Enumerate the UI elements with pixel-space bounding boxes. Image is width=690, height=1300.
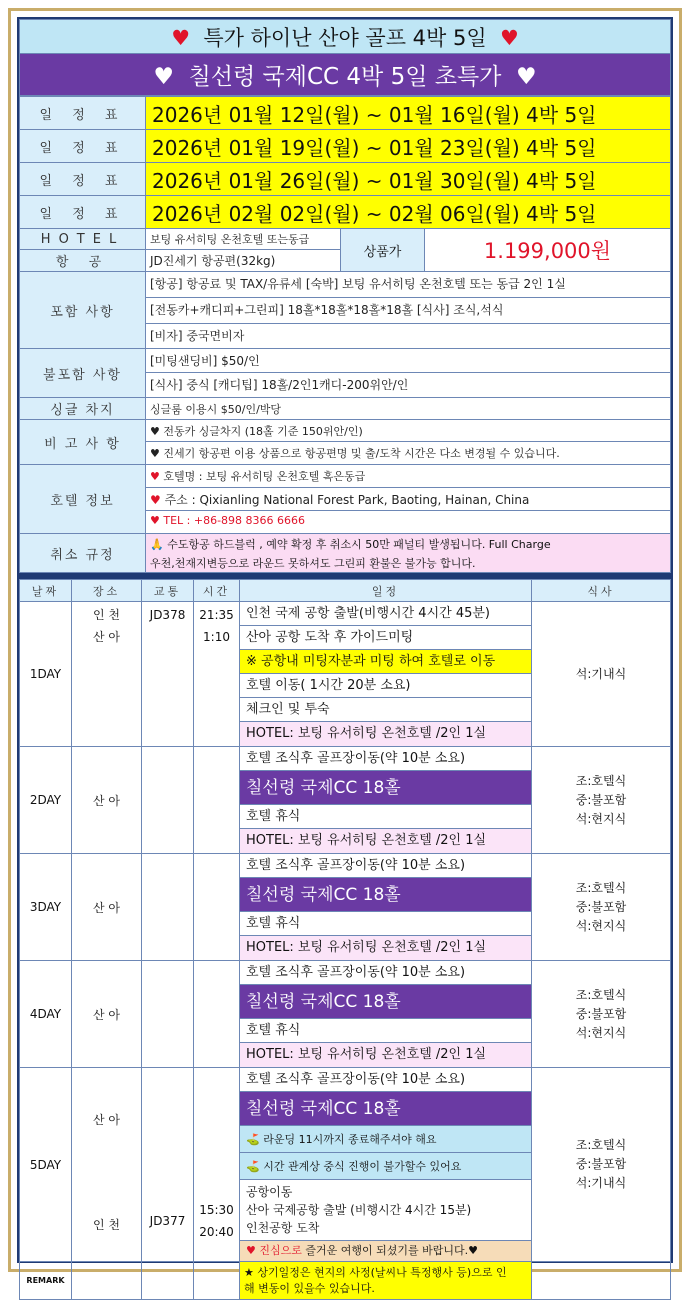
price-value: 1.199,000원: [425, 229, 671, 272]
meals: [532, 854, 671, 961]
golf-row: 칠선령 국제CC 18홀: [240, 1092, 531, 1126]
hotelinfo-text: 주소 : Qixianling National Forest Park, Baoting, Hainan, China: [164, 493, 530, 507]
remark-list: [146, 420, 671, 465]
info-table: [19, 96, 671, 573]
meals: [532, 747, 671, 854]
hotelinfo-list: [146, 465, 671, 534]
schedule-row: 인천 국제 공항 출발(비행시간 4시간 45분): [240, 602, 531, 626]
hotelinfo-text: 호텔명 : 보팅 유서히팅 온천호텔 혹은동급: [163, 470, 366, 483]
single-label: 싱글 차지: [20, 398, 146, 420]
heart-icon: ♥: [246, 1244, 256, 1257]
sub-title-text: 칠선령 국제CC 4박 5일 초특가: [188, 64, 502, 90]
hotelinfo-text: TEL : +86-898 8366 6666: [163, 514, 306, 527]
schedule-row: 호텔 조식후 골프장이동(약 10분 소요): [240, 1068, 531, 1092]
time-empty: [194, 747, 240, 854]
transport: JD378: [142, 602, 194, 747]
air-value: JD진세기 항공편(32kg): [146, 250, 341, 272]
hotel-row: HOTEL: 보팅 유서히팅 온천호텔 /2인 1실: [240, 722, 531, 746]
schedule-line: 공항이동: [246, 1185, 293, 1199]
day-label: 3DAY: [20, 854, 72, 961]
meal: 석:기내식: [532, 602, 671, 747]
hotelinfo-label: 호텔 정보: [20, 465, 146, 534]
place: 산 아: [72, 747, 142, 854]
notice-row: [240, 1153, 531, 1180]
schedule-row: 호텔 휴식: [240, 805, 531, 829]
transport-cell: [142, 1068, 194, 1262]
time-empty: [194, 961, 240, 1068]
exclude-line: [식사] 중식 [캐디팁] 18홀/2인1캐디-200위안/인: [150, 378, 409, 392]
remark-empty: [532, 1262, 671, 1300]
col-time: 시간: [194, 580, 240, 602]
col-date: 날짜: [20, 580, 72, 602]
heart-icon: ♥: [171, 25, 191, 50]
meal-breakfast: 조:호텔식: [575, 987, 627, 1002]
schedule-row: ※ 공항내 미팅자분과 미팅 하여 호텔로 이동: [240, 650, 531, 674]
main-title: [20, 20, 671, 54]
time-empty: [194, 854, 240, 961]
sub-title: [20, 54, 671, 96]
schedule-row: 호텔 조식후 골프장이동(약 10분 소요): [240, 747, 531, 771]
remark-text: 진세기 항공편 이용 상품으로 항공편명 및 출/도착 시간은 다소 변경될 수 있습니다.: [163, 447, 560, 460]
day-schedule: [240, 602, 532, 747]
schedule-row: 호텔 휴식: [240, 912, 531, 936]
transport-empty: [142, 961, 194, 1068]
place: 산 아: [72, 961, 142, 1068]
day-places: [72, 602, 142, 747]
place: 산 아: [72, 854, 142, 961]
include-line: [항공] 항공료 및 TAX/유류세 [숙박] 보팅 유서히팅 온천호텔 또는 동급 2인 1실: [146, 272, 670, 298]
include-line: [비자] 중국면비자: [150, 329, 245, 343]
header-table: [19, 19, 671, 96]
transport-empty: [142, 747, 194, 854]
day-schedule: [240, 854, 532, 961]
schedule-row: 호텔 이동( 1시간 20분 소요): [240, 674, 531, 698]
remark-label: 비 고 사 항: [20, 420, 146, 465]
col-place: 장소: [72, 580, 142, 602]
day-label: 4DAY: [20, 961, 72, 1068]
heart-icon: ♥: [150, 470, 160, 483]
schedule-date: 2026년 01월 26일(월) ~ 01월 30일(월) 4박 5일: [146, 163, 671, 196]
golf-row: 칠선령 국제CC 18홀: [240, 985, 531, 1019]
schedule-line: 인천공항 도착: [246, 1221, 320, 1235]
day-label: 2DAY: [20, 747, 72, 854]
schedule-label: 일 정 표: [20, 196, 146, 229]
schedule-date: 2026년 01월 19일(월) ~ 01월 23일(월) 4박 5일: [146, 130, 671, 163]
meal-dinner: 석:기내식: [575, 1176, 627, 1190]
notice-row: [240, 1126, 531, 1153]
col-meal: 식사: [532, 580, 671, 602]
col-transport: 교통: [142, 580, 194, 602]
meal-breakfast: 조:호텔식: [575, 773, 627, 788]
exclude-label: 불포함 사항: [20, 349, 146, 398]
place: 인 천: [93, 608, 120, 622]
schedule-label: 일 정 표: [20, 97, 146, 130]
page-frame: [8, 8, 682, 1295]
schedule-row: 산아 공항 도착 후 가이드미팅: [240, 626, 531, 650]
day-times: [194, 602, 240, 747]
cancel-text: 수도항공 하드블럭 , 예약 확정 후 취소시 50만 패널티 발생됩니다. Full Charge: [167, 538, 551, 551]
schedule-label: 일 정 표: [20, 130, 146, 163]
notice-text: 시간 관계상 중식 진행이 불가할수 있어요: [263, 1160, 462, 1173]
time: 21:35: [199, 608, 234, 622]
day-schedule: [240, 747, 532, 854]
departure-block: [240, 1180, 531, 1241]
cancel-line: [146, 534, 670, 553]
golf-row: 칠선령 국제CC 18홀: [240, 771, 531, 805]
include-list: [146, 272, 671, 349]
price-label: 상품가: [341, 229, 425, 272]
include-line: [전동카+캐디피+그린피] 18홀*18홀*18홀*18홀 [식사] 조식,석식: [146, 298, 670, 324]
hotel-row: HOTEL: 보팅 유서히팅 온천호텔 /2인 1실: [240, 936, 531, 960]
schedule-row: 호텔 휴식: [240, 1019, 531, 1043]
meal-breakfast: 조:호텔식: [575, 880, 627, 895]
heart-icon: ♥: [516, 64, 537, 90]
golfer-icon: ⛳: [246, 1160, 260, 1173]
meals: [532, 1068, 671, 1262]
itinerary-table: [19, 579, 671, 1300]
farewell-text: 즐거운 여행이 되셨기를 바랍니다.: [305, 1244, 469, 1257]
meal-dinner: 석:현지식: [575, 811, 627, 826]
heart-icon: ♥: [150, 514, 160, 527]
day-schedule: [240, 1068, 532, 1262]
remark-empty: [194, 1262, 240, 1300]
heart-icon: ♥: [468, 1244, 479, 1257]
hotel-label: HOTEL: [20, 229, 146, 250]
day-places: [72, 1068, 142, 1262]
heart-icon: ♥: [150, 447, 160, 460]
time: 1:10: [203, 630, 230, 644]
place: 인 천: [93, 1217, 120, 1232]
air-label: 항 공: [20, 250, 146, 272]
meal-dinner: 석:현지식: [575, 1025, 627, 1040]
hotelinfo-line: [146, 488, 670, 511]
heart-icon: ♥: [499, 25, 519, 50]
schedule-row: 체크인 및 투숙: [240, 698, 531, 722]
prayer-hands-icon: 🙏: [150, 538, 164, 551]
hotel-row: HOTEL: 보팅 유서히팅 온천호텔 /2인 1실: [240, 829, 531, 853]
golf-row: 칠선령 국제CC 18홀: [240, 878, 531, 912]
schedule-date: 2026년 01월 12일(월) ~ 01월 16일(월) 4박 5일: [146, 97, 671, 130]
cancel-list: [146, 534, 671, 573]
farewell-prefix: 진심으로: [259, 1244, 302, 1257]
schedule-label: 일 정 표: [20, 163, 146, 196]
meal-breakfast: 조:호텔식: [575, 1138, 627, 1152]
remark-empty: [142, 1262, 194, 1300]
transport: JD377: [149, 1213, 186, 1228]
place: 산 아: [93, 630, 120, 644]
schedule-line: 산아 국제공항 출발 (비행시간 4시간 15분): [246, 1203, 472, 1217]
remark-line: [146, 420, 670, 442]
heart-icon: ♥: [153, 64, 174, 90]
day-schedule: [240, 961, 532, 1068]
meals: [532, 961, 671, 1068]
time: 20:40: [199, 1224, 234, 1239]
col-schedule: 일정: [240, 580, 532, 602]
day-times: [194, 1068, 240, 1262]
notice-text: 라운딩 11시까지 종료해주셔야 해요: [263, 1133, 437, 1146]
meal-dinner: 석:현지식: [575, 918, 627, 933]
main-title-text: 특가 하이난 산야 골프 4박 5일: [203, 25, 487, 50]
place: 산 아: [93, 1112, 120, 1127]
hotelinfo-line: [146, 511, 670, 533]
meal-lunch: 중:불포함: [575, 1157, 627, 1171]
remark-note-line: ★ 상기일정은 현지의 사정(날씨나 특정행사 등)으로 인: [244, 1265, 507, 1279]
day-label: 1DAY: [20, 602, 72, 747]
meal-lunch: 중:불포함: [575, 899, 627, 914]
remark-line: [146, 442, 670, 464]
hotel-row: HOTEL: 보팅 유서히팅 온천호텔 /2인 1실: [240, 1043, 531, 1067]
schedule-date: 2026년 02월 02일(월) ~ 02월 06일(월) 4박 5일: [146, 196, 671, 229]
exclude-list: [146, 349, 671, 398]
day-label: 5DAY: [20, 1068, 72, 1262]
remark-text: 전동카 싱글차지 (18홀 기준 150위안/인): [163, 425, 363, 438]
hotelinfo-line: [146, 465, 670, 488]
remark-label: REMARK: [20, 1262, 72, 1300]
golfer-icon: ⛳: [246, 1133, 260, 1146]
cancel-line: 우천,천재지변등으로 라운드 못하셔도 그린피 환불은 불가능 합니다.: [150, 557, 476, 570]
remark-note-line: 해 변동이 있을수 있습니다.: [244, 1281, 375, 1295]
meal-lunch: 중:불포함: [575, 1006, 627, 1021]
schedule-row: 호텔 조식후 골프장이동(약 10분 소요): [240, 961, 531, 985]
meal-lunch: 중:불포함: [575, 792, 627, 807]
remark-empty: [72, 1262, 142, 1300]
farewell-row: [240, 1241, 531, 1261]
time: 15:30: [199, 1202, 234, 1217]
single-value: 싱글룸 이용시 $50/인/박당: [146, 398, 671, 420]
include-label: 포함 사항: [20, 272, 146, 349]
heart-icon: ♥: [150, 493, 161, 507]
transport-empty: [142, 854, 194, 961]
schedule-row: 호텔 조식후 골프장이동(약 10분 소요): [240, 854, 531, 878]
cancel-label: 취소 규정: [20, 534, 146, 573]
remark-note: [240, 1262, 532, 1300]
heart-icon: ♥: [150, 425, 160, 438]
exclude-line: [미팅샌딩비] $50/인: [146, 349, 670, 373]
hotel-value: 보팅 유서히팅 온천호텔 또는동급: [146, 229, 341, 250]
brochure: [17, 17, 673, 1295]
